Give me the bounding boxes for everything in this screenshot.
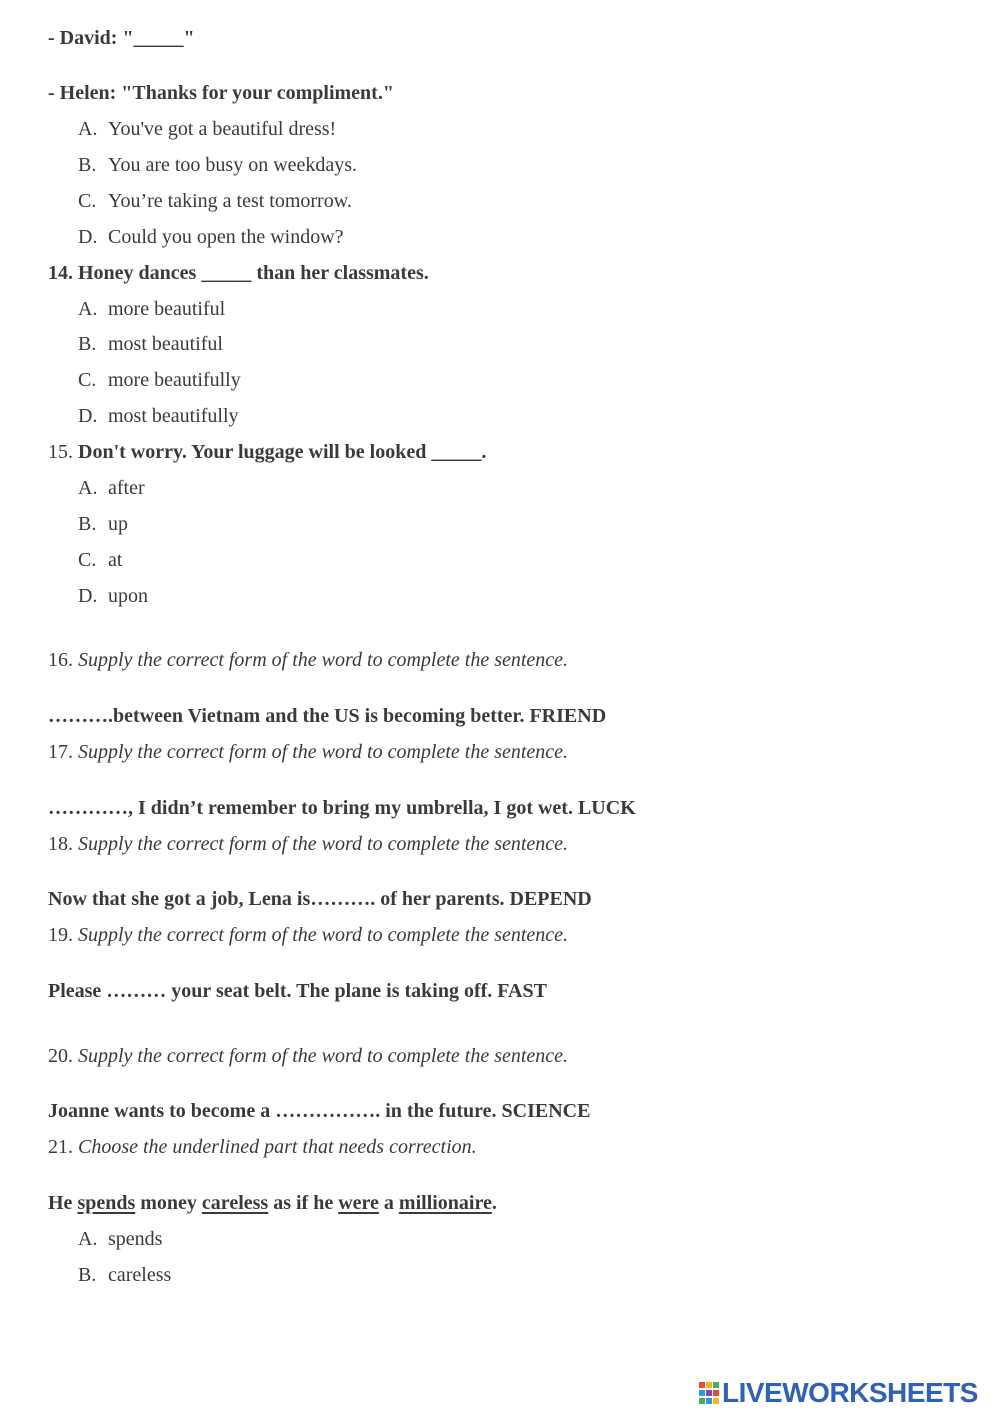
option-letter: B. <box>78 1264 97 1286</box>
liveworksheets-logo <box>698 1378 978 1408</box>
q13-option-d[interactable] <box>78 225 344 249</box>
q16-number: 16. <box>48 649 73 671</box>
q15-option-d[interactable] <box>78 584 148 608</box>
q18-instruction: Supply the correct form of the word to complete the sentence. <box>78 833 569 855</box>
q21-instruction: Choose the underlined part that needs correction. <box>78 1136 477 1158</box>
sentence-text: . <box>491 1192 497 1214</box>
q18-instruction-line <box>48 832 568 856</box>
option-letter: C. <box>78 190 97 212</box>
option-text: after <box>108 477 145 499</box>
option-text: careless <box>108 1264 172 1286</box>
option-text: most beautiful <box>108 333 223 355</box>
q13-option-c[interactable] <box>78 189 352 213</box>
underlined-part-spends: spends <box>77 1192 136 1214</box>
q14-option-d[interactable] <box>78 404 239 428</box>
q20-instruction-line <box>48 1044 568 1068</box>
option-letter: A. <box>78 298 98 320</box>
q19-instruction-line <box>48 923 568 947</box>
option-text: spends <box>108 1228 163 1250</box>
q13-option-b[interactable] <box>78 153 357 177</box>
q13-helen-line: - Helen: "Thanks for your compliment." <box>48 82 394 104</box>
q19-sentence: Please ……… your seat belt. The plane is taking off. FAST <box>48 980 547 1002</box>
q15-option-c[interactable] <box>78 548 122 572</box>
option-text: at <box>108 549 123 571</box>
option-letter: B. <box>78 513 97 535</box>
q16-instruction-line <box>48 648 568 672</box>
q21-instruction-line <box>48 1135 477 1159</box>
q14-option-b[interactable] <box>78 332 223 356</box>
q17-instruction: Supply the correct form of the word to complete the sentence. <box>78 741 569 763</box>
sentence-text: money <box>135 1192 202 1214</box>
q20-sentence: Joanne wants to become a ……………. in the future. SCIENCE <box>48 1100 591 1122</box>
q16-sentence: ……….between Vietnam and the US is becoming better. FRIEND <box>48 705 607 727</box>
underlined-part-careless: careless <box>201 1192 269 1214</box>
option-letter: D. <box>78 405 98 427</box>
option-letter: C. <box>78 549 97 571</box>
liveworksheets-logo-text: LIVEWORKSHEETS <box>722 1377 978 1408</box>
option-text: more beautiful <box>108 298 226 320</box>
q20-number: 20. <box>48 1045 73 1067</box>
option-letter: B. <box>78 154 97 176</box>
option-text: You’re taking a test tomorrow. <box>108 190 352 212</box>
option-letter: D. <box>78 226 98 248</box>
q14-option-a[interactable] <box>78 297 225 321</box>
q18-sentence: Now that she got a job, Lena is………. of her parents. DEPEND <box>48 888 592 910</box>
q15-option-a[interactable] <box>78 476 145 500</box>
option-letter: A. <box>78 477 98 499</box>
sentence-text: as if he <box>268 1192 339 1214</box>
q18-number: 18. <box>48 833 73 855</box>
option-text: upon <box>108 585 148 607</box>
q21-option-b[interactable] <box>78 1263 171 1287</box>
sentence-text: a <box>378 1192 399 1214</box>
underlined-part-were: were <box>338 1192 379 1214</box>
q20-instruction: Supply the correct form of the word to complete the sentence. <box>78 1045 569 1067</box>
option-text: up <box>108 513 128 535</box>
q15-option-b[interactable] <box>78 512 128 536</box>
q19-instruction: Supply the correct form of the word to complete the sentence. <box>78 924 569 946</box>
q21-sentence <box>48 1191 497 1215</box>
q17-number: 17. <box>48 741 73 763</box>
q17-sentence: …………, I didn’t remember to bring my umbrella, I got wet. LUCK <box>48 797 636 819</box>
q15-stem-line <box>48 440 486 464</box>
option-letter: A. <box>78 1228 98 1250</box>
option-text: Could you open the window? <box>108 226 344 248</box>
q13-david-line: - David: "_____" <box>48 27 195 49</box>
underlined-part-millionaire: millionaire <box>398 1192 492 1214</box>
option-letter: B. <box>78 333 97 355</box>
q14-option-c[interactable] <box>78 368 241 392</box>
q21-option-a[interactable] <box>78 1227 162 1251</box>
q16-instruction: Supply the correct form of the word to complete the sentence. <box>78 649 569 671</box>
option-text: more beautifully <box>108 369 241 391</box>
sentence-text: He <box>48 1192 78 1214</box>
option-letter: C. <box>78 369 97 391</box>
option-text: You are too busy on weekdays. <box>108 154 358 176</box>
option-letter: A. <box>78 118 98 140</box>
option-text: most beautifully <box>108 405 239 427</box>
q14-stem: 14. Honey dances _____ than her classmates. <box>48 262 429 284</box>
q13-option-a[interactable] <box>78 117 336 141</box>
q15-stem: Don't worry. Your luggage will be looked _____. <box>78 441 487 463</box>
liveworksheets-logo-icon <box>698 1380 720 1406</box>
q17-instruction-line <box>48 740 568 764</box>
q21-number: 21. <box>48 1136 73 1158</box>
q15-number: 15. <box>48 441 73 463</box>
option-letter: D. <box>78 585 98 607</box>
q19-number: 19. <box>48 924 73 946</box>
option-text: You've got a beautiful dress! <box>108 118 337 140</box>
